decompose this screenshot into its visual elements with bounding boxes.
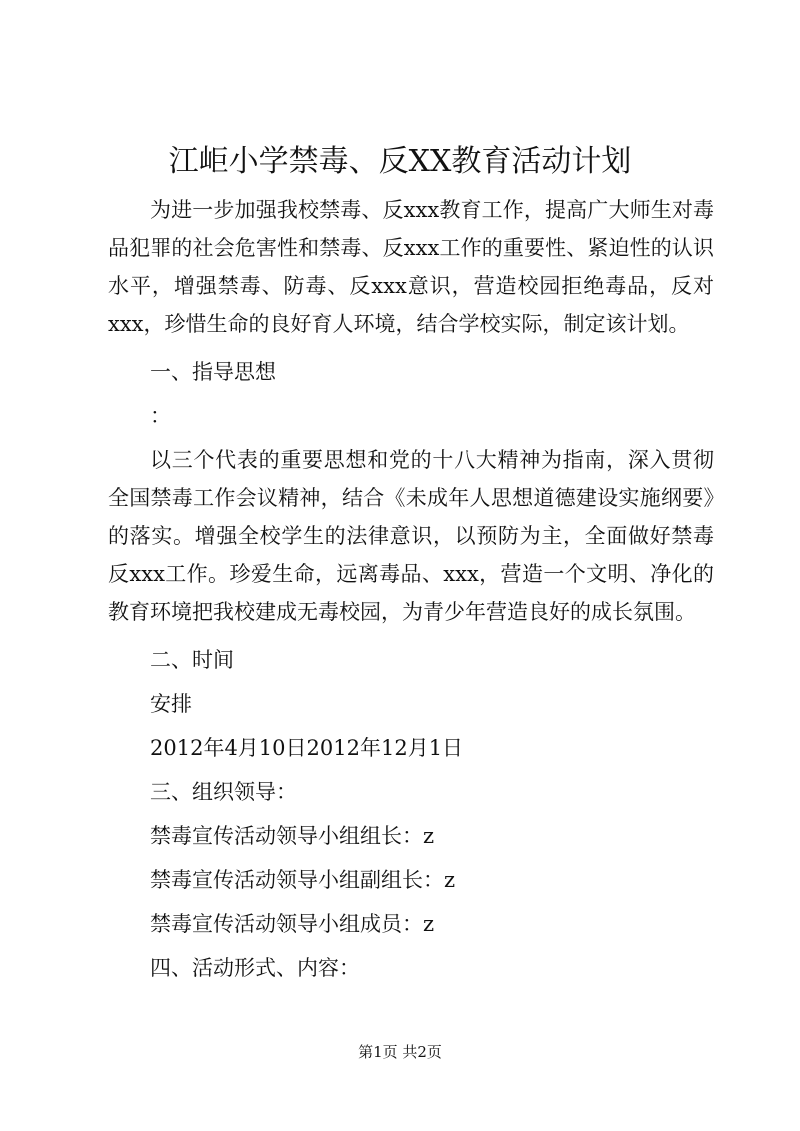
- section-heading-time: 二、时间: [150, 648, 234, 672]
- guiding-ideology-paragraph: 以三个代表的重要思想和党的十八大精神为指南，深入贯彻全国禁毒工作会议精神，结合《未成年人思想道德建设实施纲要》的落实。增强全校学生的法律意识，以预防为主，全面做好禁毒反xxx工作。珍爱生命，远离毒品、xxx，营造一个文明、净化的教育环境把我校建成无毒校园，为青少年营造良好的成长氛围。: [108, 448, 714, 624]
- leader-line: 禁毒宣传活动领导小组组长：z: [150, 824, 435, 848]
- section-heading-activities: 四、活动形式、内容：: [150, 956, 360, 980]
- members-line: 禁毒宣传活动领导小组成员：z: [150, 912, 435, 936]
- section-colon: ：: [150, 404, 171, 428]
- section-heading-guiding-ideology: 一、指导思想: [150, 360, 276, 384]
- document-title: 江岠小学禁毒、反XX教育活动计划: [168, 144, 632, 179]
- section-heading-organization: 三、组织领导：: [150, 780, 297, 804]
- time-arrangement-label: 安排: [150, 692, 192, 716]
- intro-paragraph: 为进一步加强我校禁毒、反xxx教育工作，提高广大师生对毒品犯罪的社会危害性和禁毒、反xxx工作的重要性、紧迫性的认识水平，增强禁毒、防毒、反xxx意识，营造校园拒绝毒品，反对xxx，珍惜生命的良好育人环境，结合学校实际，制定该计划。: [108, 198, 714, 336]
- deputy-leader-line: 禁毒宣传活动领导小组副组长：z: [150, 868, 456, 892]
- document-body: [108, 191, 714, 993]
- page-footer: 第1页 共2页: [358, 1043, 442, 1061]
- time-dates: 2012年4月10日2012年12月1日: [150, 736, 464, 760]
